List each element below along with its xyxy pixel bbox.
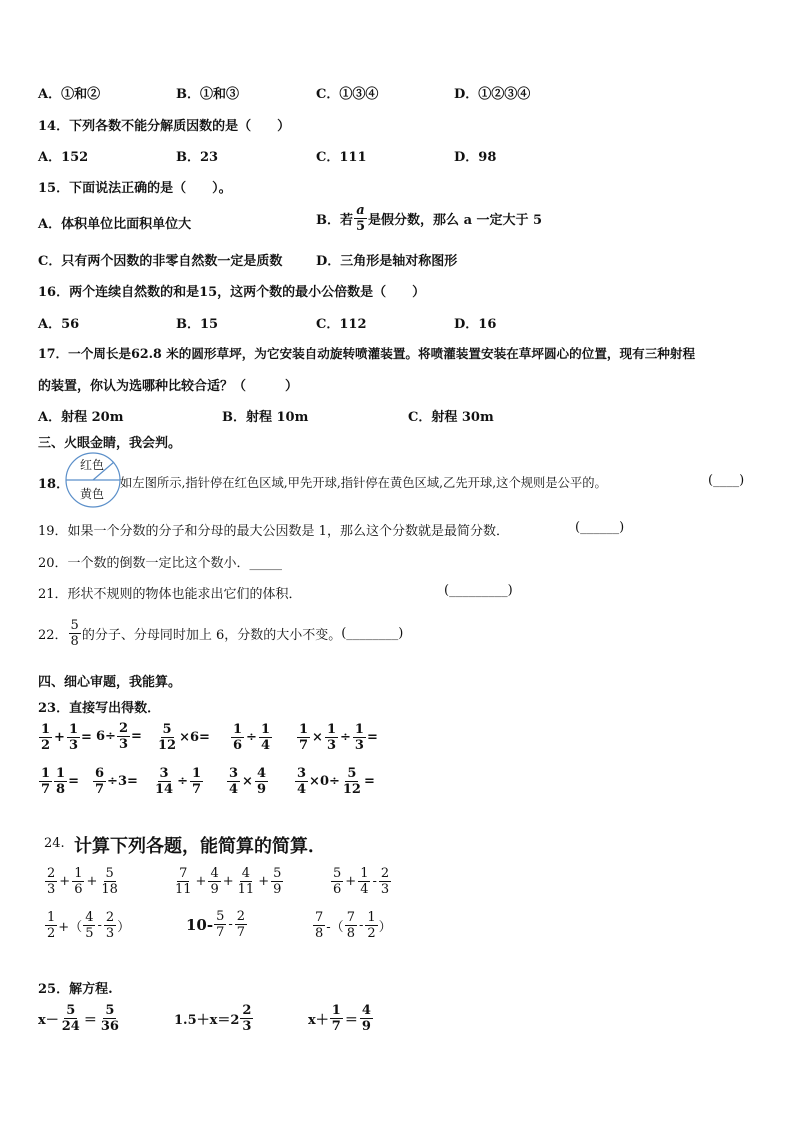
fraction xyxy=(295,767,308,796)
fraction-denominator: 12 xyxy=(342,782,361,797)
math-expression xyxy=(296,723,378,752)
fraction-denominator: 2 xyxy=(47,926,56,941)
fraction-numerator: 1 xyxy=(74,866,83,881)
q23-row1-expr5[interactable] xyxy=(296,722,378,752)
fraction xyxy=(39,723,52,752)
fraction xyxy=(341,767,363,796)
fraction-numerator: 3 xyxy=(297,766,307,781)
fraction xyxy=(365,911,377,940)
fraction-denominator: 6 xyxy=(74,882,83,897)
fraction-denominator: 7 xyxy=(236,925,246,940)
q25-equation-1[interactable] xyxy=(38,1004,122,1033)
q25-equation-2[interactable] xyxy=(174,1004,254,1033)
q21-text: 21．形状不规则的物体也能求出它们的体积． xyxy=(38,587,302,602)
fraction-denominator: 3 xyxy=(380,882,390,897)
fraction-numerator: 4 xyxy=(256,766,266,781)
fraction xyxy=(39,767,52,796)
q25-equation-3[interactable] xyxy=(308,1004,374,1033)
q22-answer-blank[interactable]: (________) xyxy=(341,626,404,641)
fraction xyxy=(330,1004,343,1033)
math-operator: + xyxy=(258,874,270,889)
q14-option-c[interactable]: C．111 xyxy=(316,150,367,165)
fraction-numerator: 5 xyxy=(70,618,79,633)
math-operator: × xyxy=(242,774,253,789)
fraction-numerator: 5 xyxy=(273,866,282,881)
fraction-numerator: 6 xyxy=(95,766,105,781)
fraction-numerator: 1 xyxy=(68,722,78,737)
fraction-denominator: 4 xyxy=(229,782,239,797)
fraction-numerator: 7 xyxy=(179,866,188,881)
q17-stem-line1: 17．一个周长是62.8 米的圆形草坪，为它安装自动旋转喷灌装置。将喷灌装置安装在草坪圆心的位置，现有三种射程 xyxy=(38,346,696,361)
q19-text: 19．如果一个分数的分子和分母的最大公因数是 1，那么这个分数就是最简分数． xyxy=(38,524,509,539)
fraction xyxy=(93,767,106,796)
math-expression xyxy=(155,723,210,752)
fraction xyxy=(99,867,120,896)
fraction-numerator: 4 xyxy=(85,910,94,925)
q13-option-b[interactable]: B．①和③ xyxy=(176,87,239,102)
fraction-denominator: 6 xyxy=(233,738,243,753)
fraction-denominator: 7 xyxy=(216,925,225,940)
q14-option-d[interactable]: D．98 xyxy=(454,150,497,165)
fraction xyxy=(190,767,203,796)
q14-stem: 14．下列各数不能分解质因数的是（ ） xyxy=(38,119,291,134)
q24-expr-r2c1[interactable] xyxy=(44,910,130,940)
q13-option-d[interactable]: D．①②③④ xyxy=(454,87,531,102)
fraction xyxy=(60,1004,82,1033)
math-operator: ÷ xyxy=(177,774,188,789)
q22-fraction xyxy=(69,619,81,648)
math-expression xyxy=(38,767,79,796)
fraction-numerator: 1 xyxy=(354,722,364,737)
fraction-numerator: 2 xyxy=(242,1003,252,1018)
fraction-denominator: 2 xyxy=(367,926,376,941)
math-operator: 6÷ xyxy=(96,729,116,744)
fraction-numerator: 4 xyxy=(361,1003,371,1018)
q13-option-a[interactable]: A．①和② xyxy=(38,87,101,102)
q21-answer-blank[interactable]: (_________) xyxy=(444,583,513,598)
math-operator: ×6= xyxy=(179,730,210,745)
q23-row2-expr5[interactable] xyxy=(294,766,375,796)
q17-option-b[interactable]: B．射程 10m xyxy=(222,410,309,425)
q23-row2-expr2[interactable] xyxy=(92,766,138,796)
fraction-numerator: 1 xyxy=(299,722,309,737)
fraction-numerator: 1 xyxy=(233,722,243,737)
q15-option-a[interactable]: A．体积单位比面积单位大 xyxy=(38,217,192,232)
q15-option-d[interactable]: D．三角形是轴对称图形 xyxy=(316,254,458,269)
q23-row2-expr3[interactable] xyxy=(152,766,204,796)
math-operator: x－ xyxy=(38,1013,59,1028)
fraction xyxy=(45,867,57,896)
math-expression xyxy=(230,723,273,752)
q17-option-a[interactable]: A．射程 20m xyxy=(38,410,124,425)
math-operator: 1.5＋x＝2 xyxy=(174,1013,240,1028)
fraction xyxy=(72,867,84,896)
fraction-numerator: 1 xyxy=(41,722,51,737)
fraction-denominator: 8 xyxy=(70,634,79,649)
math-expression xyxy=(226,767,269,796)
q24-number: 24. xyxy=(44,836,65,851)
q16-option-a[interactable]: A．56 xyxy=(38,317,80,332)
fraction xyxy=(353,723,366,752)
fraction-numerator: 5 xyxy=(216,909,225,924)
math-expression xyxy=(316,204,542,233)
fraction xyxy=(235,910,247,939)
fraction-denominator: 3 xyxy=(105,926,115,941)
fraction-denominator: 8 xyxy=(315,926,324,941)
fraction-numerator: 1 xyxy=(367,910,376,925)
math-expression xyxy=(44,911,130,940)
q24-expr-r2c3[interactable] xyxy=(312,910,392,940)
fraction-denominator: 8 xyxy=(56,782,66,797)
fraction-numerator: 5 xyxy=(66,1003,76,1018)
fraction xyxy=(173,867,194,896)
q24-expr-r2c2[interactable] xyxy=(186,910,248,939)
fraction-numerator: 2 xyxy=(105,910,115,925)
math-operator: ） xyxy=(378,920,392,935)
fraction-numerator: 2 xyxy=(236,909,246,924)
q13-option-c[interactable]: C．①③④ xyxy=(316,87,379,102)
math-expression xyxy=(308,1004,374,1033)
fraction-numerator: 1 xyxy=(41,766,51,781)
math-operator: + xyxy=(86,874,98,889)
fraction-denominator: 7 xyxy=(41,782,51,797)
fraction xyxy=(104,911,116,940)
fraction xyxy=(67,723,80,752)
q23-row2-expr4[interactable] xyxy=(226,766,269,796)
math-operator: + xyxy=(222,874,234,889)
q16-option-c[interactable]: C．112 xyxy=(316,317,367,332)
q20-text[interactable]: 20．一个数的倒数一定比这个数小．_____ xyxy=(38,556,283,571)
fraction-denominator: 4 xyxy=(260,738,270,753)
fraction xyxy=(325,723,338,752)
fraction-denominator: 9 xyxy=(361,1019,371,1034)
fraction-denominator: 3 xyxy=(354,738,364,753)
fraction-denominator: 5 xyxy=(356,219,366,234)
q18-answer-blank[interactable]: (____) xyxy=(708,473,745,488)
fraction-denominator: 3 xyxy=(118,737,128,752)
fraction-numerator: 4 xyxy=(241,866,251,881)
fraction xyxy=(358,867,370,896)
fraction-denominator: 36 xyxy=(100,1019,119,1034)
q18-number: 18． xyxy=(38,477,70,492)
fraction-denominator: 18 xyxy=(101,882,118,897)
math-expression xyxy=(92,767,138,796)
q15-option-b-suffix: 是假分数，那么 a 一定大于 5 xyxy=(368,213,543,228)
fraction-denominator: 7 xyxy=(192,782,202,797)
fraction-numerator: 4 xyxy=(210,866,219,881)
q24-expr-r1c3[interactable] xyxy=(330,866,392,896)
fraction xyxy=(255,767,268,796)
q25-title: 25．解方程. xyxy=(38,982,113,997)
fraction-numerator: 2 xyxy=(47,866,56,881)
q18-text: 如左图所示,指针停在红色区域,甲先开球,指针停在黄色区域,乙先开球,这个规则是公平的。 xyxy=(120,476,607,490)
pie-label-yellow: 黄色 xyxy=(80,487,105,501)
fraction-denominator: 7 xyxy=(95,782,105,797)
math-expression xyxy=(152,767,204,796)
fraction-denominator: 9 xyxy=(210,882,219,897)
math-expression xyxy=(96,722,142,751)
math-operator: 10- xyxy=(186,915,214,934)
fraction xyxy=(345,911,357,940)
math-operator: ÷ xyxy=(246,730,257,745)
q16-option-d[interactable]: D．16 xyxy=(454,317,497,332)
fraction-numerator: 1 xyxy=(360,866,369,881)
fraction xyxy=(99,1004,121,1033)
math-operator: ÷3= xyxy=(107,774,138,789)
math-operator: = xyxy=(131,729,142,744)
math-operator: +（ xyxy=(58,920,83,935)
fraction-denominator: 3 xyxy=(242,1019,252,1034)
fraction-numerator: 3 xyxy=(159,766,169,781)
q24-expr-r1c1[interactable] xyxy=(44,866,121,896)
fraction xyxy=(153,767,175,796)
fraction-numerator: 1 xyxy=(260,722,270,737)
fraction xyxy=(156,723,178,752)
math-expression xyxy=(38,1004,122,1033)
fraction-denominator: 3 xyxy=(68,738,78,753)
fraction-numerator: 5 xyxy=(347,766,357,781)
fraction xyxy=(360,1004,373,1033)
math-expression xyxy=(174,1004,254,1033)
math-operator: -（ xyxy=(326,920,344,935)
math-operator: = xyxy=(81,730,92,745)
fraction-numerator: 1 xyxy=(331,1003,341,1018)
math-operator: = xyxy=(363,774,375,789)
q24-expr-r1c2[interactable] xyxy=(172,866,284,896)
fraction-numerator: 1 xyxy=(326,722,336,737)
fraction-denominator: 9 xyxy=(273,882,282,897)
fraction-denominator: 2 xyxy=(41,738,51,753)
math-operator: - xyxy=(358,918,364,933)
fraction-numerator: 5 xyxy=(105,1003,115,1018)
fraction xyxy=(45,911,57,940)
math-expression xyxy=(44,867,121,896)
q23-row1-expr4[interactable] xyxy=(230,722,273,752)
fraction xyxy=(313,911,325,940)
q19-answer-blank[interactable]: (______) xyxy=(575,520,625,535)
math-expression xyxy=(294,767,375,796)
fraction xyxy=(83,911,95,940)
fraction xyxy=(236,867,257,896)
math-operator: - xyxy=(97,918,102,933)
fraction xyxy=(331,867,343,896)
q15-fraction xyxy=(354,204,367,233)
fraction-denominator: 3 xyxy=(326,738,336,753)
fraction-numerator: 5 xyxy=(105,866,114,881)
math-operator: + xyxy=(54,730,65,745)
fraction-numerator: 2 xyxy=(118,721,128,736)
q17-stem-line2: 的装置，你认为选哪种比较合适？（ ） xyxy=(38,379,299,394)
fraction-numerator: 1 xyxy=(56,766,66,781)
fraction-denominator: 11 xyxy=(175,882,192,897)
fraction-denominator: 24 xyxy=(61,1019,80,1034)
math-expression xyxy=(38,619,403,648)
fraction xyxy=(117,722,130,751)
math-expression xyxy=(312,911,392,940)
q15-stem: 15．下面说法正确的是（ ）。 xyxy=(38,181,232,196)
section-4-heading: 四、细心审题，我能算。 xyxy=(38,675,182,690)
math-operator: ＝ xyxy=(83,1013,97,1028)
q23-row1-expr1[interactable] xyxy=(38,722,92,752)
fraction-denominator: 8 xyxy=(346,926,355,941)
math-operator: ） xyxy=(117,920,131,935)
math-operator: - xyxy=(372,874,377,889)
math-operator: ÷ xyxy=(340,730,351,745)
fraction-denominator: 7 xyxy=(299,738,309,753)
section-3-heading: 三、火眼金睛，我会判。 xyxy=(38,436,182,451)
q17-option-c[interactable]: C．射程 30m xyxy=(408,410,494,425)
q23-row2-expr1[interactable] xyxy=(38,766,79,796)
q23-title: 23．直接写出得数． xyxy=(38,701,161,716)
fraction xyxy=(208,867,220,896)
fraction-numerator: a xyxy=(356,203,365,218)
math-operator: x＋ xyxy=(308,1013,329,1028)
fraction-denominator: 4 xyxy=(297,782,307,797)
fraction-denominator: 9 xyxy=(256,782,266,797)
fraction-numerator: 5 xyxy=(162,722,172,737)
fraction-numerator: 3 xyxy=(229,766,239,781)
fraction-numerator: 7 xyxy=(346,910,355,925)
fraction xyxy=(259,723,272,752)
math-operator: + xyxy=(59,874,71,889)
math-operator: + xyxy=(195,874,207,889)
math-operator: ×0÷ xyxy=(309,774,340,789)
fraction xyxy=(227,767,240,796)
math-operator: = xyxy=(366,730,378,745)
fraction xyxy=(271,867,283,896)
math-operator: × xyxy=(312,730,323,745)
fraction-denominator: 6 xyxy=(333,882,342,897)
q16-option-b[interactable]: B．15 xyxy=(176,317,219,332)
q22-text: 的分子、分母同时加上 6，分数的大小不变。 xyxy=(81,628,342,643)
q15-option-b[interactable] xyxy=(316,204,542,233)
fraction xyxy=(54,767,67,796)
fraction xyxy=(297,723,310,752)
math-expression xyxy=(38,723,92,752)
fraction-denominator: 14 xyxy=(155,782,174,797)
q14-option-b[interactable]: B．23 xyxy=(176,150,219,165)
fraction xyxy=(231,723,244,752)
fraction-denominator: 5 xyxy=(85,926,94,941)
q14-option-a[interactable]: A．152 xyxy=(38,150,89,165)
math-expression xyxy=(172,867,284,896)
fraction-numerator: 1 xyxy=(47,910,56,925)
fraction xyxy=(379,867,391,896)
q15-option-b-prefix: B．若 xyxy=(316,213,353,228)
fraction-numerator: 1 xyxy=(192,766,202,781)
q22-number: 22． xyxy=(38,628,68,643)
fraction-denominator: 11 xyxy=(237,882,255,897)
q15-option-c[interactable]: C．只有两个因数的非零自然数一定是质数 xyxy=(38,254,283,269)
fraction-numerator: 7 xyxy=(315,910,324,925)
fraction xyxy=(240,1004,253,1033)
fraction-denominator: 7 xyxy=(331,1019,341,1034)
math-operator: + xyxy=(345,874,357,889)
q24-title: 计算下列各题，能简算的简算． xyxy=(74,836,326,857)
math-operator: = xyxy=(68,774,79,789)
q22-question xyxy=(38,619,403,648)
fraction-denominator: 3 xyxy=(47,882,56,897)
math-operator: - xyxy=(228,917,233,932)
fraction-numerator: 5 xyxy=(333,866,342,881)
math-expression xyxy=(186,910,248,939)
fraction-denominator: 12 xyxy=(158,738,177,753)
pie-label-red: 红色 xyxy=(80,458,105,472)
q16-stem: 16．两个连续自然数的和是15，这两个数的最小公倍数是（ ） xyxy=(38,285,426,300)
q23-row1-expr3[interactable] xyxy=(155,722,210,752)
math-operator: ＝ xyxy=(344,1013,358,1028)
math-expression xyxy=(330,867,392,896)
fraction-denominator: 4 xyxy=(360,882,369,897)
fraction xyxy=(214,910,226,939)
q23-row1-expr2[interactable] xyxy=(96,722,142,751)
fraction-numerator: 2 xyxy=(380,866,390,881)
